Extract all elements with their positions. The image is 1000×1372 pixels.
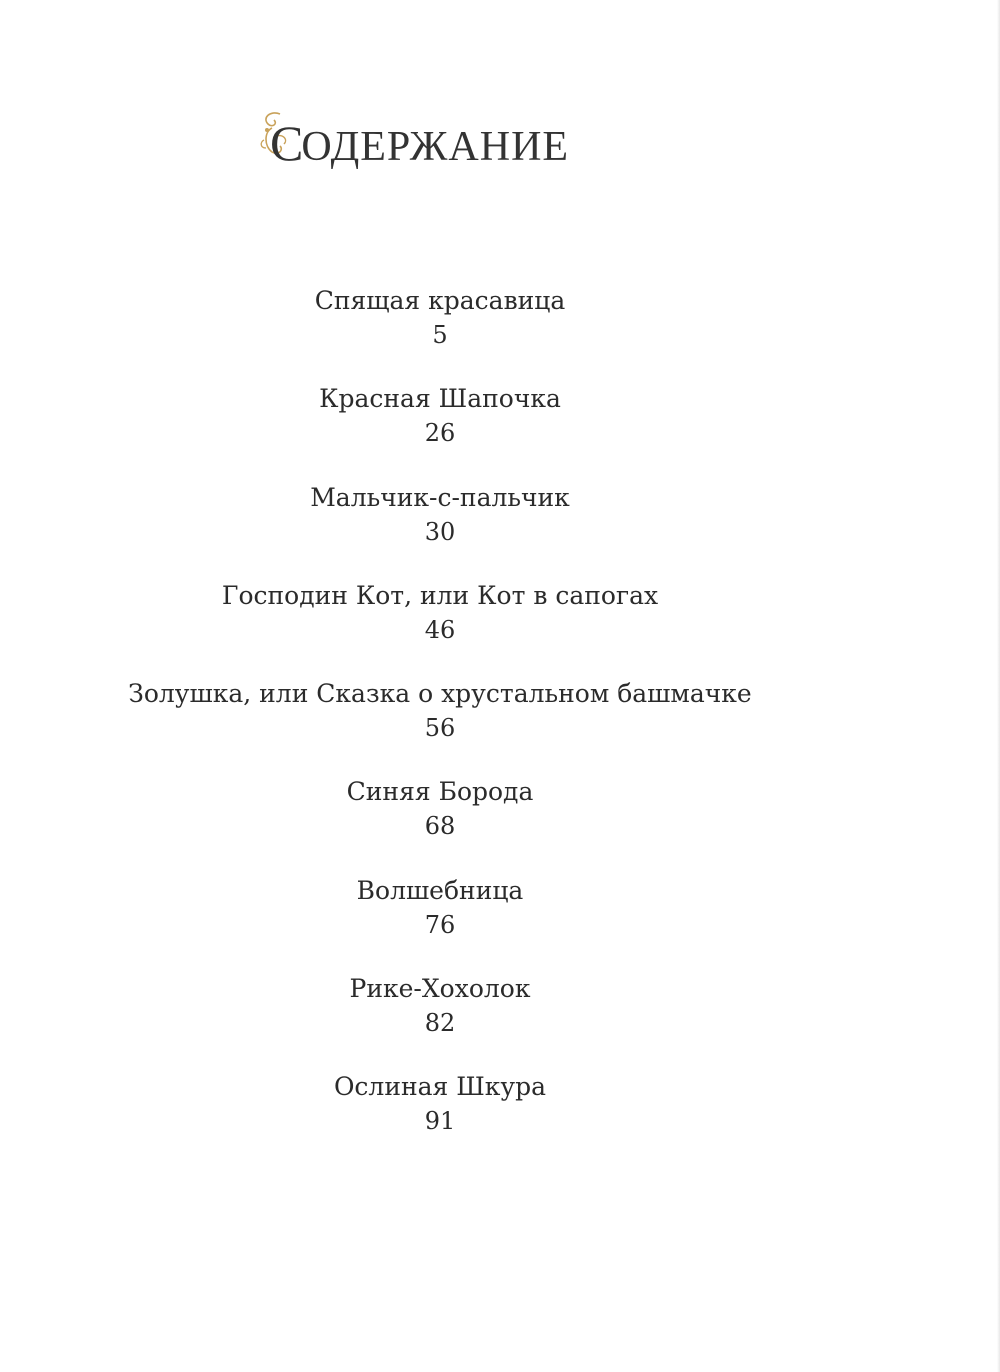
toc-entry-title: Волшебница [356,875,524,905]
toc-entry-page: 91 [424,1107,456,1136]
table-of-contents [0,284,880,1169]
toc-entry[interactable] [0,874,880,972]
toc-entry-title: Рике-Хохолок [349,974,531,1004]
toc-entry-title: Ослиная Шкура [333,1072,547,1102]
toc-entry[interactable] [0,579,880,677]
toc-entry-title: Красная Шапочка [319,384,561,414]
toc-entry-title: Господин Кот, или Кот в сапогах [221,580,659,610]
toc-entry-page: 30 [424,517,456,546]
toc-entry-page: 76 [424,910,456,939]
toc-entry-page: 56 [424,714,456,743]
toc-entry[interactable] [0,284,880,382]
toc-entry-title: Мальчик-с-пальчик [310,482,570,512]
toc-entry-page: 5 [432,321,448,349]
toc-entry[interactable] [0,972,880,1070]
toc-entry-page: 82 [424,1009,456,1038]
toc-entry[interactable] [0,677,880,775]
page-title [258,108,570,171]
toc-entry[interactable] [0,1070,880,1168]
toc-entry[interactable] [0,481,880,579]
title-text: ОДЕРЖАНИЕ [301,124,570,170]
title-initial: С [270,115,304,171]
toc-entry[interactable] [0,382,880,480]
toc-entry-title: Спящая красавица [314,286,566,315]
toc-entry[interactable] [0,775,880,873]
toc-entry-page: 26 [424,419,456,448]
toc-entry-page: 46 [424,615,456,644]
toc-entry-title: Золушка, или Сказка о хрустальном башмачке [128,679,752,709]
toc-entry-page: 68 [424,812,456,841]
toc-entry-title: Синяя Борода [346,777,534,807]
